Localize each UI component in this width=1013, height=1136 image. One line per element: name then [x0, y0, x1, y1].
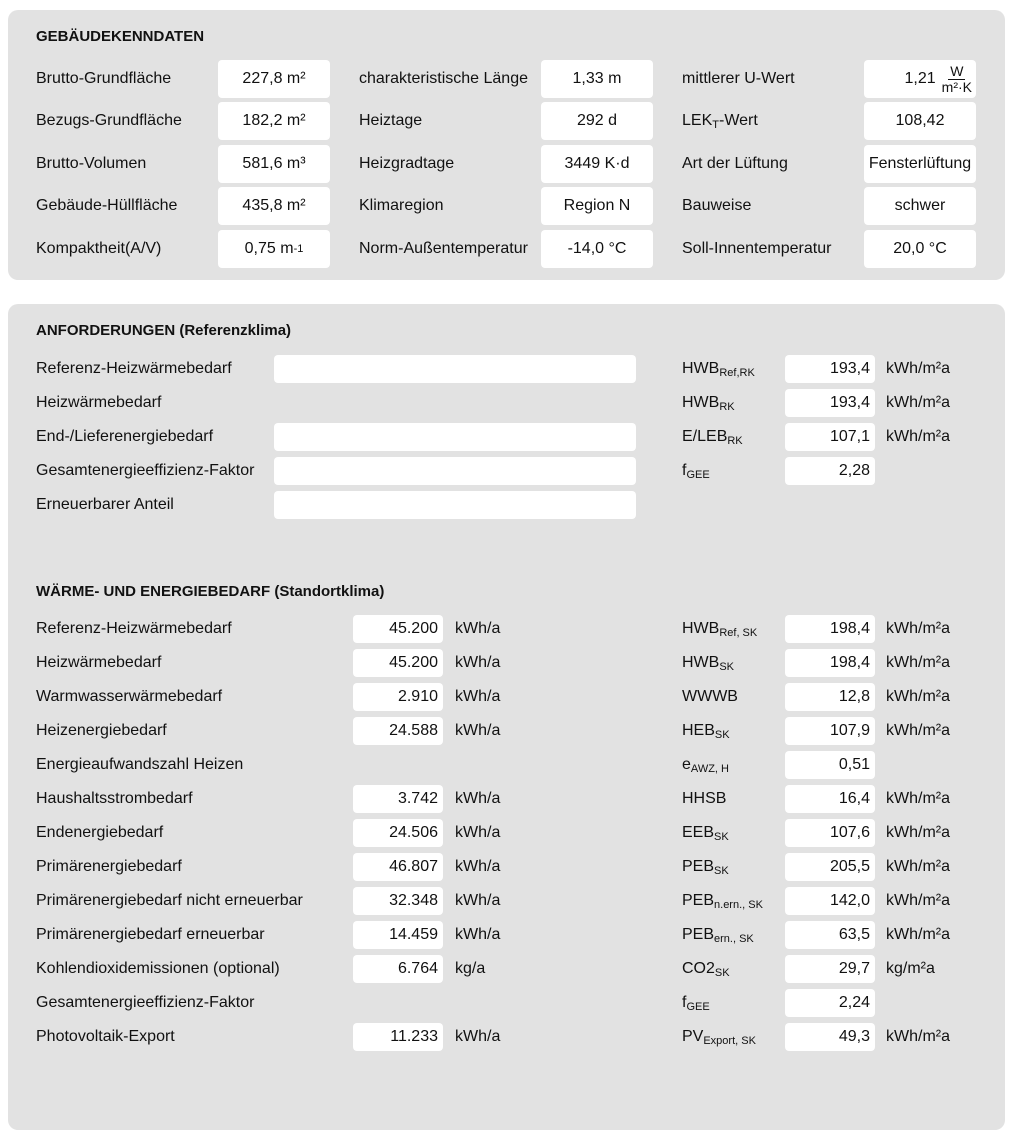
demand-label: Gesamtenergieeffizienz-Faktor: [36, 994, 255, 1011]
symbol-main: PEB: [682, 926, 715, 943]
demand-unit: kWh/a: [455, 1028, 501, 1045]
demand-value-box: [353, 887, 443, 915]
specific-unit: kWh/m²a: [886, 824, 950, 841]
symbol-main: PEB: [682, 858, 715, 875]
field-label: Heiztage: [359, 112, 423, 129]
symbol-main: f: [682, 462, 687, 479]
demand-value: 46.807: [389, 858, 438, 875]
specific-value: 0,51: [838, 756, 870, 773]
requirement-label: Heizwärmebedarf: [36, 394, 162, 411]
specific-value-box: [785, 921, 875, 949]
symbol-subscript: SK: [714, 967, 730, 979]
specific-value: 107,9: [829, 722, 870, 739]
requirement-unit: kWh/m²a: [886, 428, 950, 445]
field-value: 0,75 m: [244, 240, 294, 257]
specific-value-box: [785, 683, 875, 711]
symbol-main: EEB: [682, 824, 715, 841]
field-value: Region N: [563, 197, 631, 214]
specific-value-box: [785, 955, 875, 983]
demand-value: 24.506: [389, 824, 438, 841]
specific-value: 107,6: [829, 824, 870, 841]
demand-symbol: [682, 785, 726, 813]
demand-value-box: [353, 683, 443, 711]
demand-label: Referenz-Heizwärmebedarf: [36, 620, 232, 637]
unit-fraction: [940, 64, 974, 95]
requirement-symbol: [682, 389, 735, 417]
demand-unit: kWh/a: [455, 722, 501, 739]
demand-unit: kg/a: [455, 960, 486, 977]
specific-value: 142,0: [829, 892, 870, 909]
demand-value-box: [353, 649, 443, 677]
symbol-main: HWB: [682, 394, 720, 411]
demand-label: Kohlendioxidemissionen (optional): [36, 960, 280, 977]
demand-symbol: [682, 853, 729, 881]
demand-label: Heizwärmebedarf: [36, 654, 162, 671]
requirement-value: 193,4: [829, 360, 870, 377]
field-value: 581,6 m³: [242, 155, 306, 172]
specific-value-box: [785, 819, 875, 847]
field-value: Fensterlüftung: [868, 155, 972, 172]
demand-symbol: [682, 649, 734, 677]
demand-symbol: [682, 717, 730, 745]
symbol-main: HHSB: [682, 790, 727, 807]
demand-value-box: [353, 921, 443, 949]
demand-value: 6.764: [397, 960, 438, 977]
demand-value: 32.348: [389, 892, 438, 909]
specific-value-box: [785, 853, 875, 881]
symbol-subscript: SK: [714, 831, 729, 843]
specific-value: 16,4: [838, 790, 870, 807]
demand-symbol: [682, 683, 738, 711]
field-label: Norm-Außentemperatur: [359, 240, 528, 257]
field-label: Art der Lüftung: [682, 155, 788, 172]
symbol-main: WWWB: [682, 688, 738, 705]
demand-value-box: [353, 717, 443, 745]
specific-unit: kWh/m²a: [886, 722, 950, 739]
symbol-subscript: AWZ, H: [690, 763, 729, 775]
demand-value: 24.588: [389, 722, 438, 739]
requirement-label: End-/Lieferenergiebedarf: [36, 428, 214, 445]
demand-symbol: [682, 615, 757, 643]
field-label: mittlerer U-Wert: [682, 70, 795, 87]
symbol-subscript: SK: [714, 865, 729, 877]
demand-value: 45.200: [389, 654, 438, 671]
demand-label: Haushaltsstrombedarf: [36, 790, 193, 807]
specific-unit: kg/m²a: [886, 960, 935, 977]
field-label: Brutto-Volumen: [36, 155, 147, 172]
demand-symbol: [682, 1023, 756, 1051]
field-value-box: [541, 187, 653, 225]
requirement-value: 193,4: [829, 394, 870, 411]
requirement-value-box: [785, 457, 875, 485]
symbol-subscript: ern., SK: [714, 933, 754, 945]
demand-label: Photovoltaik-Export: [36, 1028, 175, 1045]
requirement-symbol: [682, 355, 755, 383]
unit-numerator: W: [950, 62, 964, 79]
requirements-title: ANFORDERUNGEN (Referenzklima): [36, 322, 292, 339]
requirement-input-box: [274, 491, 636, 519]
requirement-value-box: [785, 389, 875, 417]
requirement-unit: kWh/m²a: [886, 360, 950, 377]
specific-value-box: [785, 615, 875, 643]
requirement-label: Gesamtenergieeffizienz-Faktor: [36, 462, 255, 479]
specific-value: 205,5: [829, 858, 870, 875]
symbol-subscript: n.ern., SK: [714, 899, 763, 911]
specific-value: 2,24: [838, 994, 870, 1011]
demand-unit: kWh/a: [455, 892, 501, 909]
specific-unit: kWh/m²a: [886, 654, 950, 671]
symbol-subscript: Ref,RK: [719, 367, 755, 379]
symbol-main: f: [682, 994, 687, 1011]
specific-value-box: [785, 1023, 875, 1051]
symbol-main: HWB: [682, 360, 720, 377]
demand-label: Warmwasserwärmebedarf: [36, 688, 223, 705]
symbol-main: e: [682, 756, 691, 773]
field-label: Klimaregion: [359, 197, 444, 214]
field-label: Heizgradtage: [359, 155, 455, 172]
field-value: 1,33 m: [572, 70, 622, 87]
field-label: Bezugs-Grundfläche: [36, 112, 182, 129]
field-label: Gebäude-Hüllfläche: [36, 197, 178, 214]
requirement-input-box: [274, 423, 636, 451]
symbol-subscript: RK: [727, 435, 743, 447]
building-data-panel: [8, 10, 1005, 280]
requirement-input-box: [274, 355, 636, 383]
demand-label: Primärenergiebedarf nicht erneuerbar: [36, 892, 303, 909]
symbol-subscript: Export, SK: [703, 1035, 756, 1047]
specific-value-box: [785, 649, 875, 677]
field-value-box: [864, 60, 976, 98]
specific-value: 29,7: [838, 960, 870, 977]
demand-symbol: [682, 887, 763, 915]
requirement-input-box: [274, 457, 636, 485]
field-label: [682, 111, 758, 131]
requirements-panel: [8, 304, 1005, 1130]
field-value: 3449 K·d: [564, 155, 630, 172]
symbol-main: HWB: [682, 620, 720, 637]
field-value-box: [541, 230, 653, 268]
field-label-main: LEK: [682, 112, 713, 129]
demand-value-box: [353, 785, 443, 813]
symbol-subscript: GEE: [686, 469, 710, 481]
specific-value-box: [785, 887, 875, 915]
field-label: Kompaktheit(A/V): [36, 240, 162, 257]
demand-unit: kWh/a: [455, 858, 501, 875]
field-value: 108,42: [895, 112, 945, 129]
specific-unit: kWh/m²a: [886, 892, 950, 909]
specific-unit: kWh/m²a: [886, 1028, 950, 1045]
field-value-box: [218, 230, 330, 268]
symbol-main: PV: [682, 1028, 704, 1045]
requirement-symbol: [682, 457, 710, 485]
demand-label: Endenergiebedarf: [36, 824, 164, 841]
field-value-box: [864, 145, 976, 183]
demand-unit: kWh/a: [455, 620, 501, 637]
field-value-box: [541, 102, 653, 140]
demand-symbol: [682, 989, 710, 1017]
demand-label: Primärenergiebedarf: [36, 858, 182, 875]
demand-symbol: [682, 921, 754, 949]
requirement-label: Erneuerbarer Anteil: [36, 496, 174, 513]
specific-unit: kWh/m²a: [886, 926, 950, 943]
requirement-value-box: [785, 423, 875, 451]
building-data-title: GEBÄUDEKENNDATEN: [36, 28, 205, 45]
field-value-box: [218, 102, 330, 140]
field-value-box: [864, 102, 976, 140]
demand-symbol: [682, 819, 729, 847]
symbol-main: E/LEB: [682, 428, 728, 445]
demand-value: 14.459: [389, 926, 438, 943]
demand-unit: kWh/a: [455, 824, 501, 841]
field-value: 227,8 m²: [242, 70, 306, 87]
specific-value: 198,4: [829, 654, 870, 671]
demand-value: 2.910: [397, 688, 438, 705]
symbol-main: CO2: [682, 960, 715, 977]
field-label-sub: T: [712, 119, 719, 131]
field-value: 20,0 °C: [893, 240, 947, 257]
specific-unit: kWh/m²a: [886, 790, 950, 807]
demand-unit: kWh/a: [455, 654, 501, 671]
demand-value: 3.742: [397, 790, 438, 807]
demand-unit: kWh/a: [455, 790, 501, 807]
demand-unit: kWh/a: [455, 688, 501, 705]
field-value: 1,21: [904, 70, 936, 87]
specific-unit: kWh/m²a: [886, 858, 950, 875]
symbol-subscript: SK: [714, 729, 730, 741]
requirement-value: 2,28: [838, 462, 870, 479]
unit-denominator: m²·K: [941, 78, 972, 95]
field-value-box: [541, 60, 653, 98]
specific-unit: kWh/m²a: [886, 688, 950, 705]
field-value: -14,0 °C: [567, 240, 627, 257]
field-label: charakteristische Länge: [359, 70, 528, 87]
symbol-main: PEB: [682, 892, 715, 909]
requirement-symbol: [682, 423, 743, 451]
demand-label: Primärenergiebedarf erneuerbar: [36, 926, 265, 943]
specific-value-box: [785, 989, 875, 1017]
site-demand-title: WÄRME- UND ENERGIEBEDARF (Standortklima): [36, 583, 385, 600]
demand-value-box: [353, 1023, 443, 1051]
symbol-subscript: SK: [719, 661, 735, 673]
field-value-exponent: -1: [293, 243, 304, 255]
field-value: schwer: [894, 197, 946, 214]
field-label: Soll-Innentemperatur: [682, 240, 832, 257]
demand-unit: kWh/a: [455, 926, 501, 943]
demand-symbol: [682, 955, 730, 983]
requirement-unit: kWh/m²a: [886, 394, 950, 411]
symbol-subscript: Ref, SK: [719, 627, 758, 639]
demand-value-box: [353, 853, 443, 881]
field-value: 435,8 m²: [242, 197, 306, 214]
demand-value: 11.233: [390, 1028, 438, 1045]
demand-value: 45.200: [389, 620, 438, 637]
symbol-main: HWB: [682, 654, 720, 671]
field-value-box: [864, 187, 976, 225]
demand-label: Energieaufwandszahl Heizen: [36, 756, 244, 773]
demand-value-box: [353, 615, 443, 643]
specific-value-box: [785, 717, 875, 745]
symbol-subscript: RK: [719, 401, 735, 413]
field-value: 182,2 m²: [242, 112, 306, 129]
specific-value: 198,4: [829, 620, 870, 637]
field-label: Brutto-Grundfläche: [36, 70, 172, 87]
field-value: 292 d: [576, 112, 618, 129]
field-value-box: [541, 145, 653, 183]
demand-symbol: [682, 751, 729, 779]
specific-value: 49,3: [838, 1028, 870, 1045]
demand-value-box: [353, 955, 443, 983]
field-value-box: [218, 187, 330, 225]
requirement-value-box: [785, 355, 875, 383]
field-value-box: [218, 145, 330, 183]
field-value-box: [864, 230, 976, 268]
demand-value-box: [353, 819, 443, 847]
specific-value: 63,5: [838, 926, 870, 943]
specific-value-box: [785, 751, 875, 779]
demand-label: Heizenergiebedarf: [36, 722, 167, 739]
specific-value: 12,8: [838, 688, 870, 705]
field-label-rest: -Wert: [718, 112, 758, 129]
field-value-box: [218, 60, 330, 98]
symbol-subscript: GEE: [686, 1001, 710, 1013]
requirement-value: 107,1: [829, 428, 870, 445]
symbol-main: HEB: [682, 722, 715, 739]
requirement-label: Referenz-Heizwärmebedarf: [36, 360, 232, 377]
field-label: Bauweise: [682, 197, 752, 214]
specific-unit: kWh/m²a: [886, 620, 950, 637]
specific-value-box: [785, 785, 875, 813]
